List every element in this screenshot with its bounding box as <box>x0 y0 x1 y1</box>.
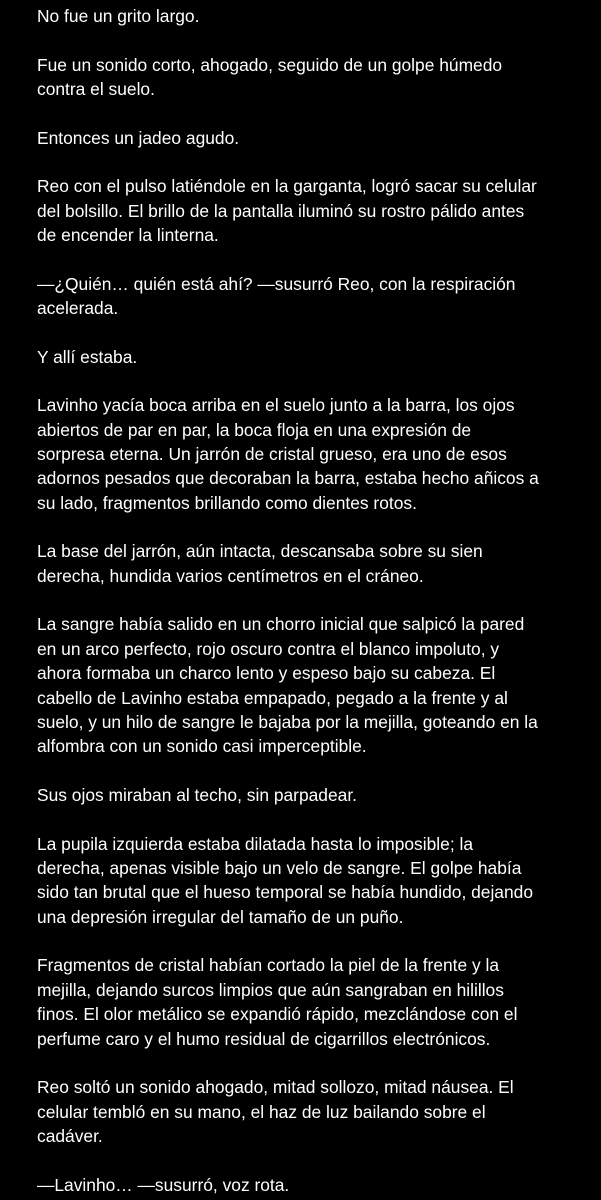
text-line: ahora formaba un charco lento y espeso bajo su cabeza. El <box>37 663 496 684</box>
text-line: Reo soltó un sonido ahogado, mitad sollozo, mitad náusea. El <box>37 1077 514 1098</box>
text-line: Y allí estaba. <box>37 346 138 367</box>
text-line: finos. El olor metálico se expandió rápido, mezclándose con el <box>37 1004 518 1025</box>
paragraph <box>37 393 589 515</box>
paragraph <box>37 272 589 321</box>
text-line: La base del jarrón, aún intacta, descansaba sobre su sien <box>37 541 483 562</box>
text-line: derecha, hundida varios centímetros en el cráneo. <box>37 565 424 586</box>
text-line: Fue un sonido corto, ahogado, seguido de un golpe húmedo <box>37 54 503 75</box>
text-line: una depresión irregular del tamaño de un puño. <box>37 906 404 927</box>
text-line: Reo con el pulso latiéndole en la garganta, logró sacar su celular <box>37 176 537 197</box>
text-line: La pupila izquierda estaba dilatada hasta lo imposible; la <box>37 833 474 854</box>
paragraph <box>37 783 589 807</box>
text-line: adornos pesados que decoraban la barra, estaba hecho añicos a <box>37 468 539 489</box>
paragraph <box>37 1075 589 1148</box>
text-line: abiertos de par en par, la boca floja en una expresión de <box>37 419 472 440</box>
text-line: Lavinho yacía boca arriba en el suelo junto a la barra, los ojos <box>37 395 515 416</box>
paragraph <box>37 612 589 758</box>
text-line: alfombra con un sonido casi imperceptible. <box>37 736 367 757</box>
text-line: No fue un grito largo. <box>37 6 200 26</box>
text-line: celular tembló en su mano, el haz de luz bailando sobre el <box>37 1101 486 1122</box>
text-line: su lado, fragmentos brillando como dientes rotos. <box>37 492 417 513</box>
paragraph <box>37 1173 589 1197</box>
paragraph <box>37 539 589 588</box>
text-line: en un arco perfecto, rojo oscuro contra el blanco impoluto, y <box>37 638 500 659</box>
text-line: cadáver. <box>37 1126 103 1147</box>
text-line: Entonces un jadeo agudo. <box>37 127 240 148</box>
paragraph <box>37 4 589 28</box>
text-line: acelerada. <box>37 298 119 318</box>
paragraph <box>37 174 589 247</box>
paragraph <box>37 53 589 102</box>
text-line: mejilla, dejando surcos limpios que aún sangraban en hilillos <box>37 979 504 1000</box>
text-line: cabello de Lavinho estaba empapado, pegado a la frente y al <box>37 687 508 708</box>
text-line: del bolsillo. El brillo de la pantalla iluminó su rostro pálido antes <box>37 200 525 221</box>
paragraph <box>37 126 589 150</box>
text-line: Fragmentos de cristal habían cortado la piel de la frente y la <box>37 955 500 976</box>
text-line: La sangre había salido en un chorro inicial que salpicó la pared <box>37 614 525 635</box>
text-line: sido tan brutal que el hueso temporal se había hundido, dejando <box>37 882 533 903</box>
text-line: contra el suelo. <box>37 79 155 99</box>
text-line: —Lavinho… —susurró, voz rota. <box>37 1174 290 1195</box>
text-line: sorpresa eterna. Un jarrón de cristal grueso, era uno de esos <box>37 444 507 464</box>
text-line: suelo, y un hilo de sangre le bajaba por la mejilla, goteando en la <box>37 712 538 733</box>
text-line: de encender la linterna. <box>37 225 219 245</box>
paragraph <box>37 953 589 1051</box>
paragraph <box>37 345 589 369</box>
text-line: —¿Quién… quién está ahí? —susurró Reo, con la respiración <box>37 273 516 294</box>
text-line: perfume caro y el humo residual de cigarrillos electrónicos. <box>37 1028 491 1049</box>
paragraph <box>37 832 589 930</box>
text-line: derecha, apenas visible bajo un velo de sangre. El golpe había <box>37 858 522 879</box>
text-line: Sus ojos miraban al techo, sin parpadear. <box>37 785 357 806</box>
